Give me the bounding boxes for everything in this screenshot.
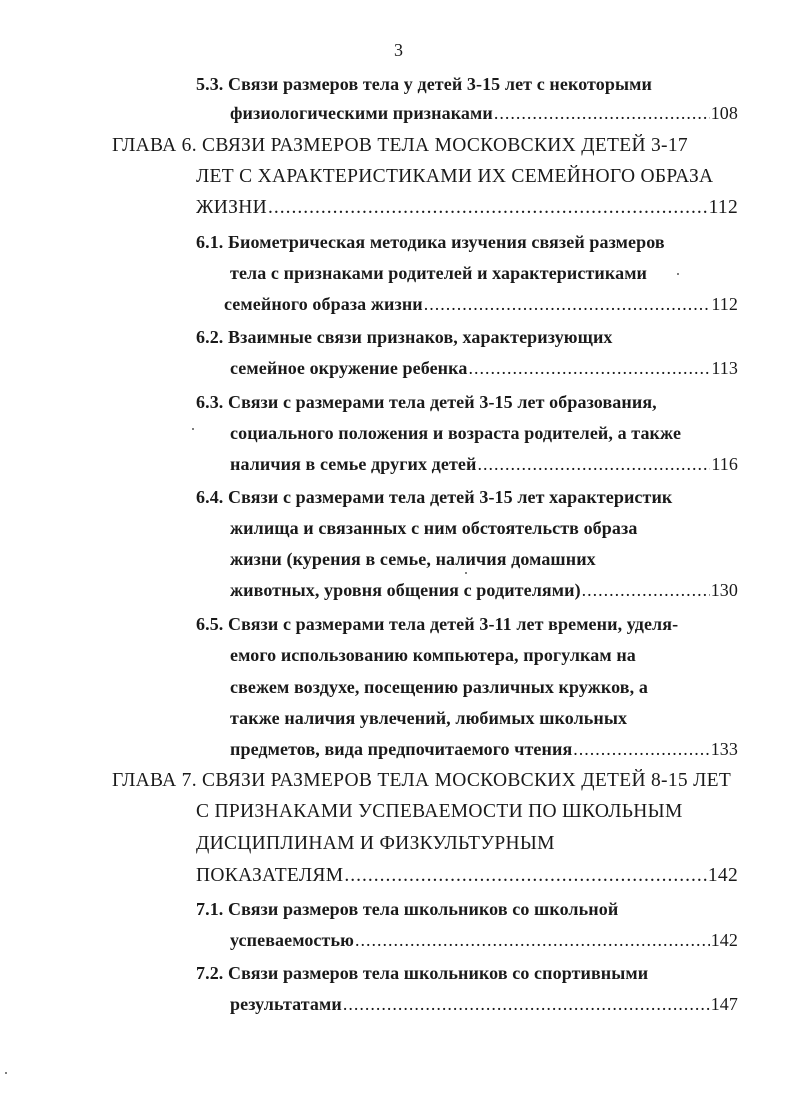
- toc-entry-7-1-number: 7.1.: [196, 899, 224, 919]
- scan-speck: [5, 1072, 7, 1074]
- page-number: 3: [394, 40, 403, 60]
- toc-entry-6-3-line1: [196, 390, 657, 414]
- toc-entry-5-3-title: Связи размеров тела у детей 3-15 лет с некоторыми: [228, 74, 652, 94]
- toc-entry-7-2-line2: [230, 992, 738, 1016]
- toc-entry-6-2-number: 6.2.: [196, 327, 224, 347]
- toc-entry-6-2-line1: [196, 325, 613, 349]
- toc-entry-6-2-title: Взаимные связи признаков, характеризующих: [228, 327, 613, 347]
- toc-entry-6-4-title: Связи с размерами тела детей 3-15 лет характеристик: [228, 487, 673, 507]
- toc-entry-7-1-line1: [196, 897, 618, 921]
- toc-entry-6-3-line3: [230, 452, 738, 476]
- toc-entry-6-5-title-cont: предметов, вида предпочитаемого чтения: [230, 739, 573, 759]
- toc-chapter-7-line4: [196, 864, 738, 888]
- toc-entry-6-4-line1: [196, 485, 672, 509]
- toc-chapter-6-page: 112: [708, 197, 738, 218]
- toc-chapter-7-line2: С ПРИЗНАКАМИ УСПЕВАЕМОСТИ ПО ШКОЛЬНЫМ: [196, 801, 683, 822]
- toc-entry-6-1-line3: [224, 292, 738, 316]
- toc-entry-6-1-title: Биометрическая методика изучения связей размеров: [228, 232, 665, 252]
- toc-entry-6-1-title-cont: семейного образа жизни: [224, 294, 423, 314]
- scan-speck: [192, 428, 194, 430]
- toc-chapter-7-line1: ГЛАВА 7. СВЯЗИ РАЗМЕРОВ ТЕЛА МОСКОВСКИХ ДЕТЕЙ 8-15 ЛЕТ: [112, 770, 732, 791]
- dot-leader: [343, 992, 710, 1016]
- toc-entry-6-2-page: 113: [711, 358, 738, 378]
- dot-leader: [268, 196, 708, 220]
- toc-entry-7-2-number: 7.2.: [196, 963, 224, 983]
- toc-entry-7-2-title-cont: результатами: [230, 994, 342, 1014]
- dot-leader: [468, 356, 710, 380]
- toc-entry-6-4-title-cont: животных, уровня общения с родителями): [230, 580, 581, 600]
- toc-entry-5-3-line1: [196, 72, 652, 96]
- toc-chapter-6-line2: ЛЕТ С ХАРАКТЕРИСТИКАМИ ИХ СЕМЕЙНОГО ОБРАЗА: [196, 166, 714, 187]
- toc-entry-6-5-line4: также наличия увлечений, любимых школьных: [230, 708, 628, 728]
- toc-entry-7-2-page: 147: [710, 994, 738, 1014]
- toc-entry-6-1-number: 6.1.: [196, 232, 224, 252]
- toc-chapter-7-page: 142: [707, 865, 738, 886]
- toc-chapter-7-title-cont: ПОКАЗАТЕЛЯМ: [196, 865, 344, 886]
- toc-entry-6-1-line2: тела с признаками родителей и характеристиками: [230, 263, 648, 283]
- toc-entry-6-4-number: 6.4.: [196, 487, 224, 507]
- toc-entry-6-4-line2: жилища и связанных с ним обстоятельств образа: [230, 518, 638, 538]
- toc-entry-7-2-title: Связи размеров тела школьников со спортивными: [228, 963, 649, 983]
- toc-chapter-6-line1: ГЛАВА 6. СВЯЗИ РАЗМЕРОВ ТЕЛА МОСКОВСКИХ ДЕТЕЙ 3-17: [112, 135, 688, 156]
- toc-entry-6-5-line2: емого использованию компьютера, прогулкам на: [230, 645, 636, 665]
- toc-entry-7-1-line2: [230, 928, 738, 952]
- toc-entry-5-3-line2: [230, 101, 738, 125]
- toc-entry-5-3-page: 108: [710, 103, 738, 123]
- scan-speck: [677, 273, 679, 275]
- toc-entry-6-5-page: 133: [710, 739, 738, 759]
- scan-speck: [465, 572, 467, 574]
- toc-entry-6-5-title: Связи с размерами тела детей 3-11 лет времени, уделя-: [228, 614, 679, 634]
- toc-entry-6-2-title-cont: семейное окружение ребенка: [230, 358, 468, 378]
- dot-leader: [355, 928, 710, 952]
- dot-leader: [424, 292, 711, 316]
- toc-entry-6-1-page: 112: [711, 294, 738, 314]
- toc-entry-6-3-number: 6.3.: [196, 392, 224, 412]
- toc-entry-7-2-line1: [196, 961, 648, 985]
- toc-entry-6-5-number: 6.5.: [196, 614, 224, 634]
- dot-leader: [477, 452, 710, 476]
- toc-entry-6-5-line1: [196, 612, 678, 636]
- toc-entry-6-4-page: 130: [710, 580, 738, 600]
- toc-entry-6-2-line2: [230, 356, 738, 380]
- toc-chapter-6-line3: [196, 196, 738, 220]
- toc-entry-7-1-page: 142: [710, 930, 738, 950]
- toc-chapter-6-title-cont: ЖИЗНИ: [196, 197, 267, 218]
- toc-entry-7-1-title: Связи размеров тела школьников со школьной: [228, 899, 619, 919]
- dot-leader: [494, 101, 710, 125]
- toc-entry-6-4-line4: [230, 578, 738, 602]
- toc-entry-6-3-title-cont: наличия в семье других детей: [230, 454, 477, 474]
- toc-entry-6-4-line3: жизни (курения в семье, наличия домашних: [230, 549, 596, 569]
- toc-chapter-7-line3: ДИСЦИПЛИНАМ И ФИЗКУЛЬТУРНЫМ: [196, 833, 555, 854]
- toc-entry-6-1-line1: [196, 230, 665, 254]
- toc-entry-6-5-line5: [230, 737, 738, 761]
- toc-entry-5-3-number: 5.3.: [196, 74, 224, 94]
- toc-entry-6-3-title: Связи с размерами тела детей 3-15 лет образования,: [228, 392, 657, 412]
- toc-entry-6-5-line3: свежем воздухе, посещению различных кружков, а: [230, 677, 648, 697]
- toc-entry-7-1-title-cont: успеваемостью: [230, 930, 354, 950]
- dot-leader: [582, 578, 710, 602]
- toc-entry-6-3-page: 116: [711, 454, 738, 474]
- toc-entry-5-3-title-cont: физиологическими признаками: [230, 103, 493, 123]
- dot-leader: [344, 864, 707, 888]
- toc-entry-6-3-line2: социального положения и возраста родителей, а также: [230, 423, 682, 443]
- dot-leader: [573, 737, 709, 761]
